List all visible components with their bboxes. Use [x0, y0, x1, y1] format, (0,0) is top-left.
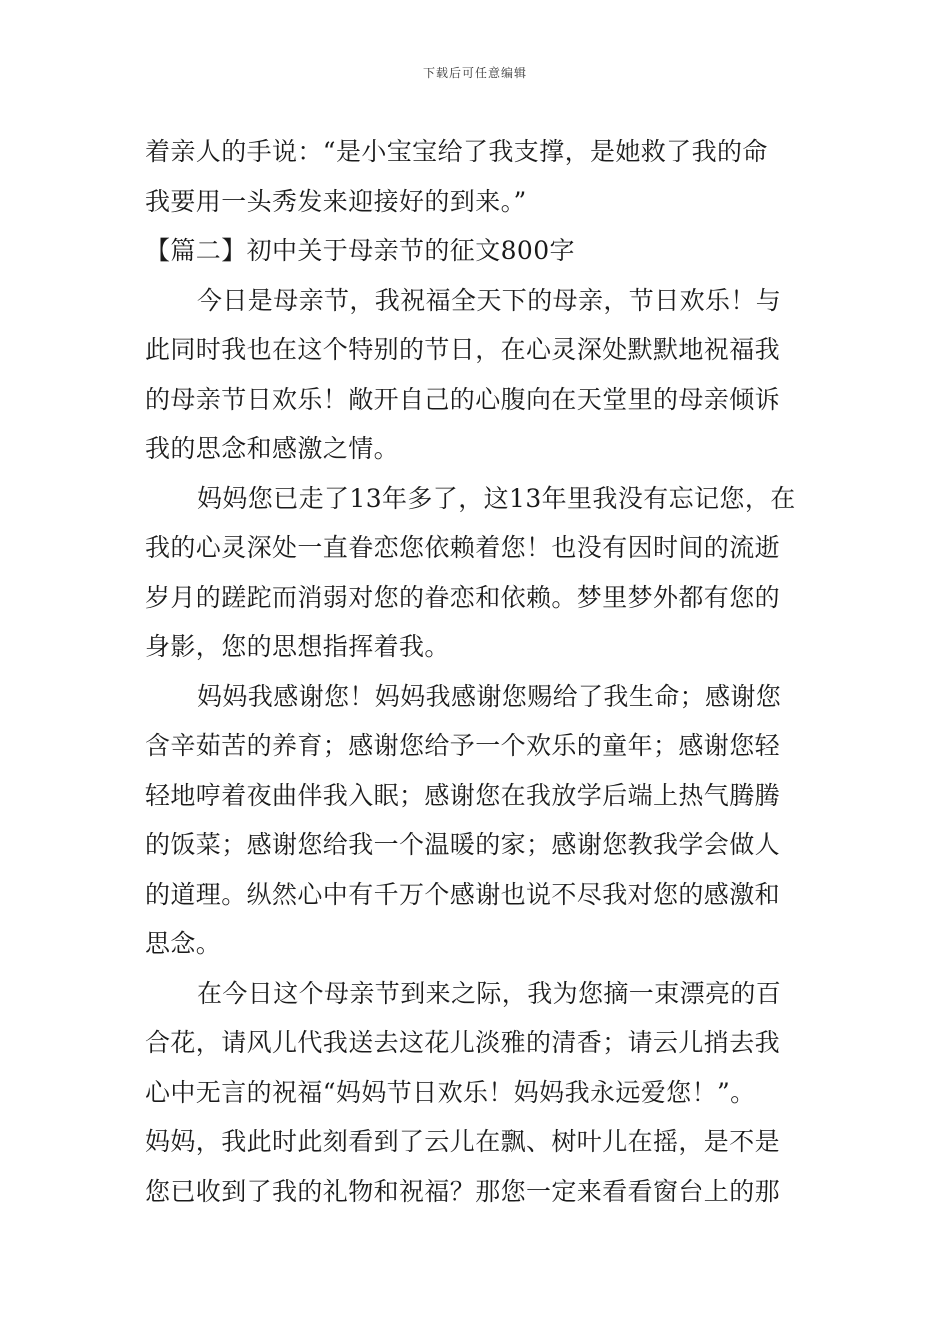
text-line: 妈妈您已走了13年多了，这13年里我没有忘记您，在 — [197, 483, 796, 513]
section-heading: 【篇二】初中关于母亲节的征文800字 — [145, 236, 575, 265]
text-line: 妈妈，我此时此刻看到了云儿在飘、树叶儿在摇，是不是 — [145, 1127, 781, 1156]
text-line: 着亲人的手说：“是小宝宝给了我支撑，是她救了我的命 — [145, 137, 768, 166]
text-line: 在今日这个母亲节到来之际，我为您摘一束漂亮的百 — [197, 978, 782, 1008]
text-line: 岁月的蹉跎而消弱对您的眷恋和依赖。梦里梦外都有您的 — [145, 582, 781, 612]
text-line: 思念。 — [145, 929, 222, 958]
text-line: 此同时我也在这个特别的节日，在心灵深处默默地祝福我 — [145, 335, 781, 364]
text-line: 我的思念和感激之情。 — [145, 434, 400, 463]
text-line: 今日是母亲节，我祝福全天下的母亲，节日欢乐！与 — [197, 285, 782, 315]
text-line: 我要用一头秀发来迎接好的到来。” — [145, 186, 527, 216]
page-header-note: 下载后可任意编辑 — [422, 66, 527, 80]
text-line: 心中无言的祝福“妈妈节日欢乐！妈妈我永远爱您！”。 — [145, 1077, 756, 1107]
document-body — [145, 127, 807, 1216]
text-line: 您已收到了我的礼物和祝福？那您一定来看看窗台上的那 — [145, 1176, 781, 1206]
text-line: 我的心灵深处一直眷恋您依赖着您！也没有因时间的流逝 — [145, 533, 781, 562]
text-line: 的母亲节日欢乐！敞开自己的心腹向在天堂里的母亲倾诉 — [145, 384, 781, 414]
text-line: 的饭菜；感谢您给我一个温暖的家；感谢您教我学会做人 — [145, 830, 781, 859]
text-line: 的道理。纵然心中有千万个感谢也说不尽我对您的感激和 — [145, 879, 781, 909]
text-line: 合花，请风儿代我送去这花儿淡雅的清香；请云儿捎去我 — [145, 1028, 781, 1057]
text-line: 含辛茹苦的养育；感谢您给予一个欢乐的童年；感谢您轻 — [145, 731, 781, 760]
text-line: 妈妈我感谢您！妈妈我感谢您赐给了我生命；感谢您 — [197, 681, 782, 711]
text-line: 身影，您的思想指挥着我。 — [145, 632, 450, 661]
text-line: 轻地哼着夜曲伴我入眠；感谢您在我放学后端上热气腾腾 — [145, 780, 781, 810]
